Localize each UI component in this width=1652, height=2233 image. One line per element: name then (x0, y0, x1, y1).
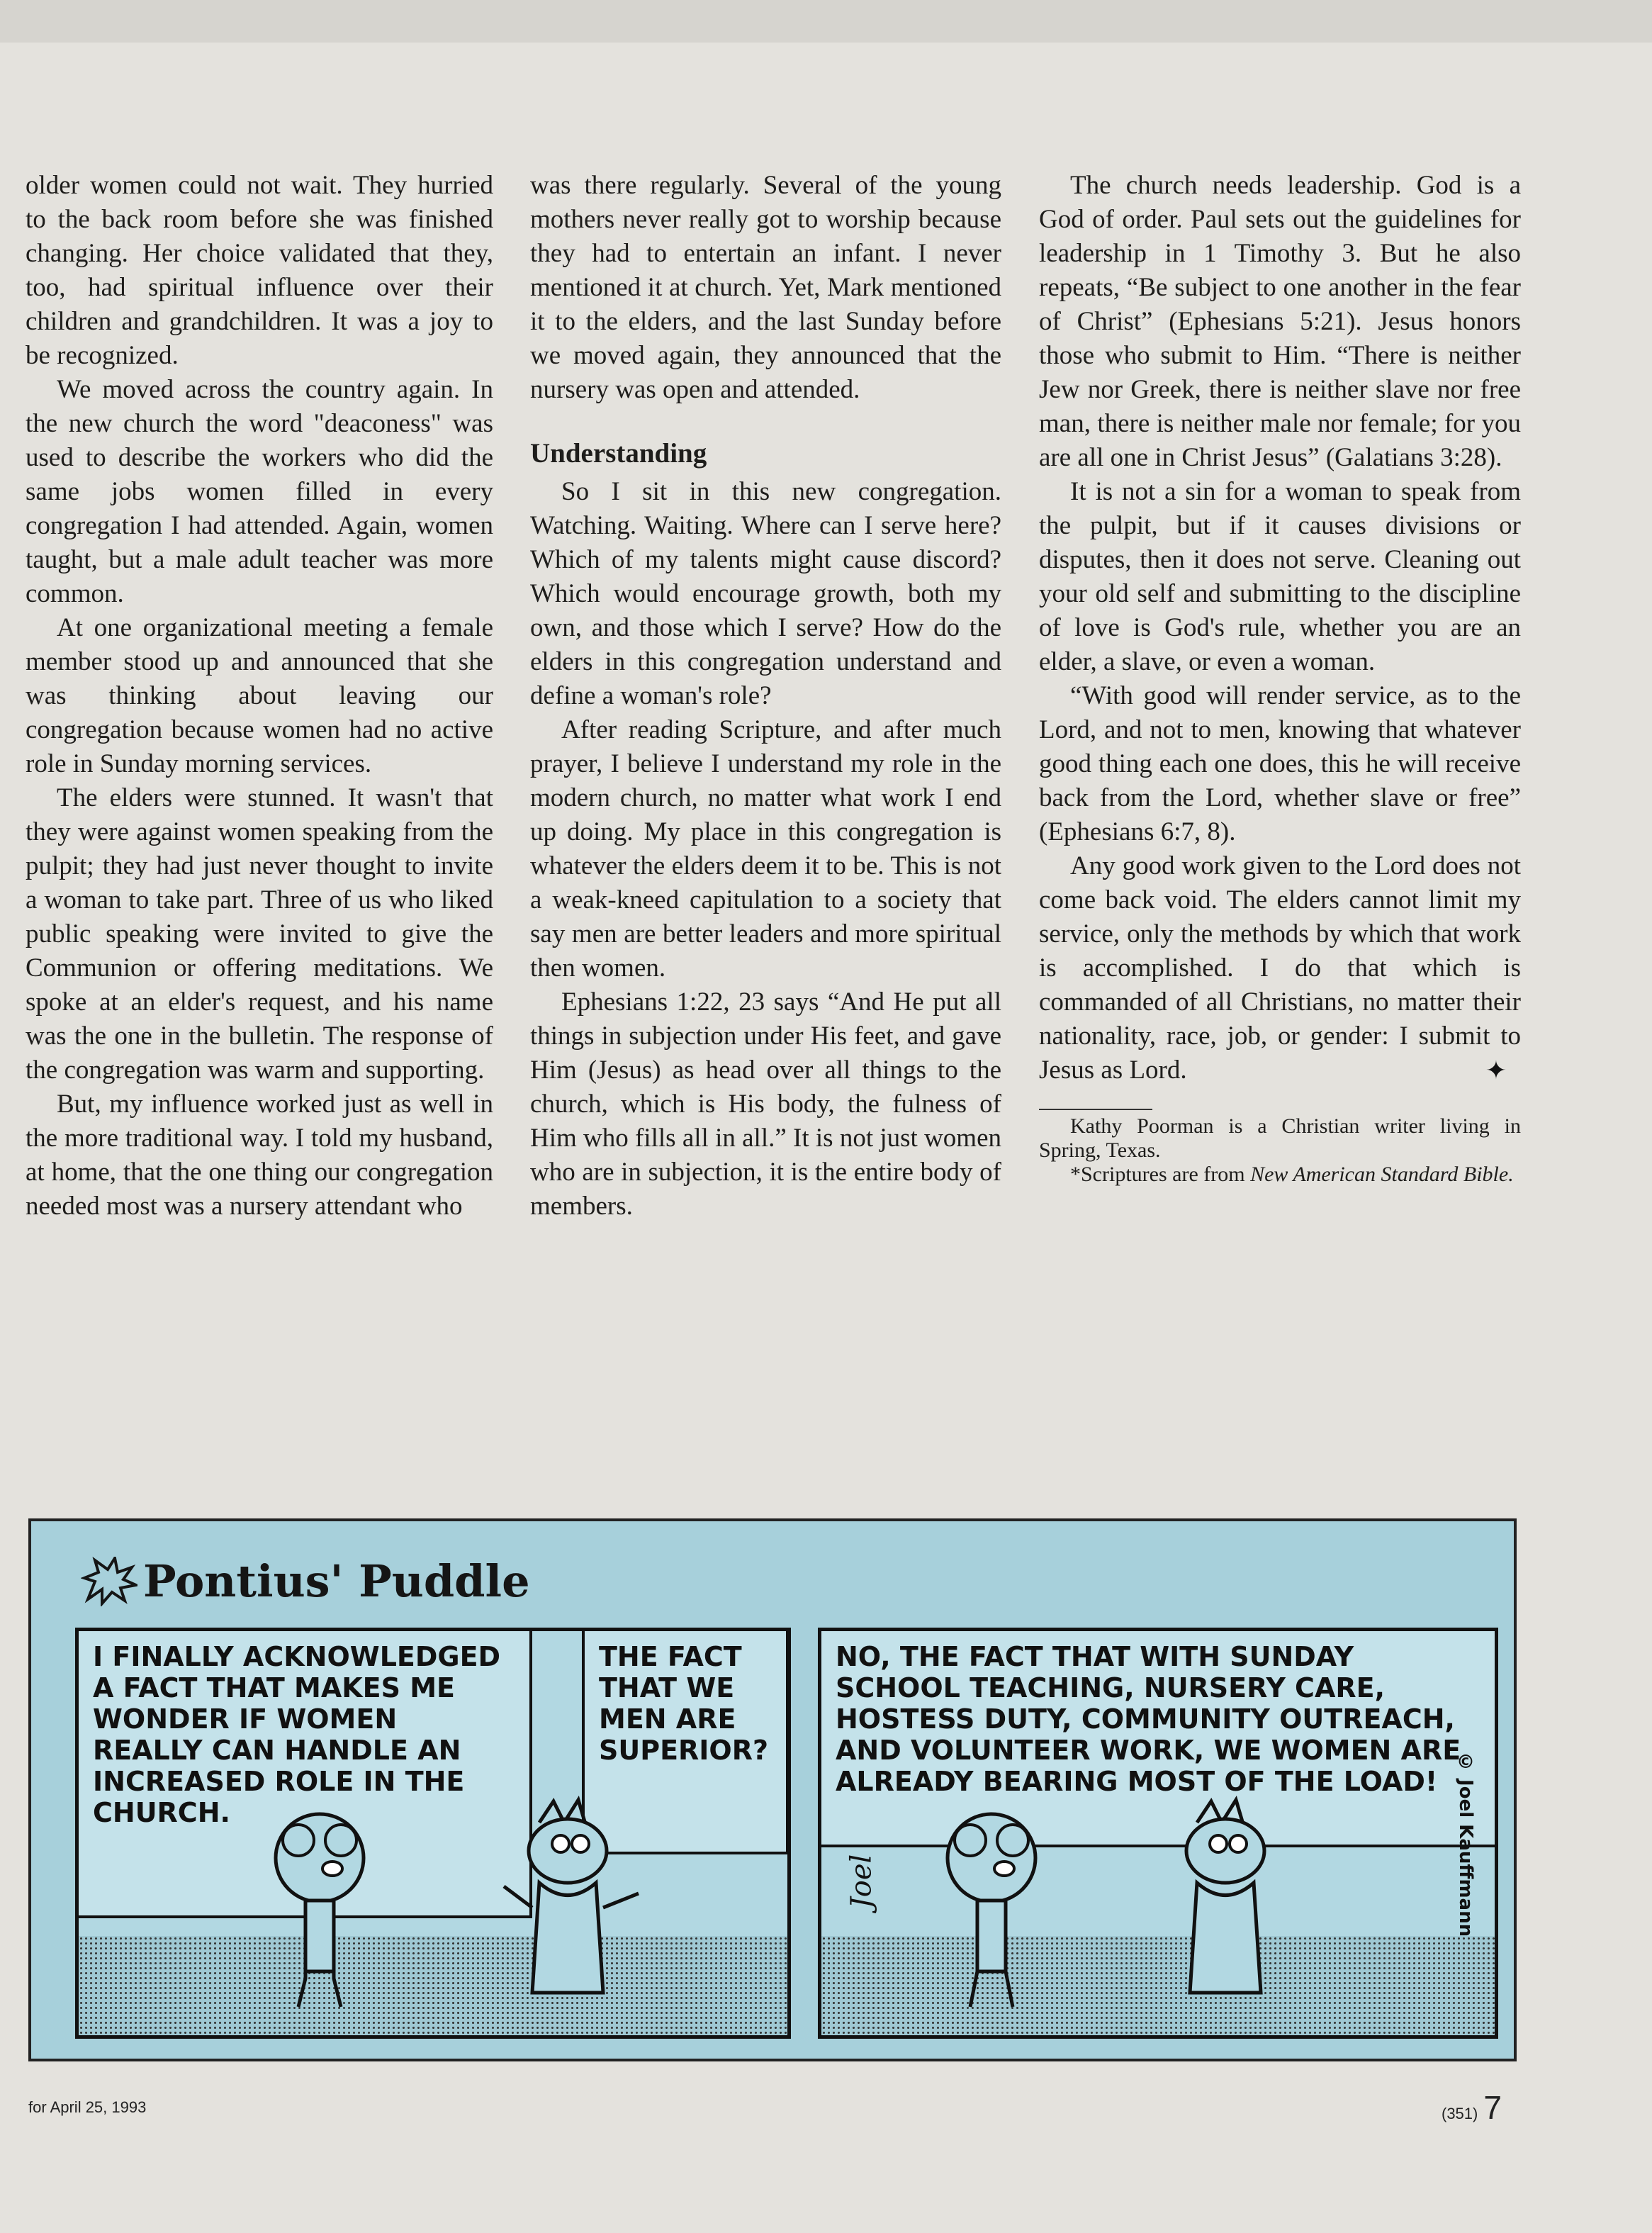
scripture-note-prefix: *Scriptures are from (1070, 1163, 1251, 1186)
comic-panel-1 (75, 1628, 791, 2039)
comic-title (81, 1555, 530, 1607)
end-mark-icon: ✦ (1485, 1056, 1507, 1085)
paragraph: But, my influence worked just as well in the more traditional way. I told my husband, at home, that the one thing our congregation needed most was a nursery attendant who (26, 1090, 493, 1221)
comic-panel-2 (818, 1628, 1498, 2039)
paragraph: So I sit in this new congregation. Watching. Waiting. Where can I serve here? Which of my talents might cause discord? Which would encourage growth, both my own, and those which I serve? How do the elders in this congregation understand and define a woman's role? (530, 477, 1001, 710)
folio-code: (351) (1442, 2105, 1478, 2122)
article-column-3 (1039, 169, 1521, 1187)
section-heading: Understanding (530, 438, 707, 469)
comic-strip (28, 1518, 1517, 2061)
paragraph: Ephesians 1:22, 23 says “And He put all things in subjection under His feet, and gave Him (Jesus) as head over all things to the church, which is His body, the fulness of Him who fills all in all.” It is not just women who are in subjection, it is the entire body of members. (530, 987, 1001, 1221)
speech-bubble-woman: I FINALLY ACKNOWLEDGED A FACT THAT MAKES ME WONDER IF WOMEN REALLY CAN HANDLE AN INCREASED ROLE IN THE CHURCH. (79, 1631, 532, 1918)
paragraph-last (1039, 849, 1521, 1087)
article-column-2 (530, 169, 1001, 1224)
paragraph: After reading Scripture, and after much prayer, I believe I understand my role in the modern church, no matter what work I end up doing. My place in this congregation is whatever the elders deem it to be. This is not a weak-kneed capitulation to a society that say men are better leaders and more spiritual then women. (530, 715, 1001, 983)
floor-shading (79, 1936, 787, 2035)
scripture-note-title: New American Standard Bible. (1250, 1163, 1514, 1186)
paragraph: was there regularly. Several of the young mothers never really got to worship because they had to entertain an infant. I never mentioned it at church. Yet, Mark mentioned it to the elders, and the last Sunday before we moved again, they announced that the nursery was open and attended. (530, 171, 1001, 404)
paragraph: The church needs leadership. God is a God of order. Paul sets out the guidelines for leadership in 1 Timothy 3. But he also repeats, “Be subject to one another in the fear of Christ” (Ephesians 5:21). Jesus honors those who submit to Him. “There is neither Jew nor Greek, there is neither slave nor free man, there is neither male nor female; for you are all one in Christ Jesus” (Galatians 3:28). (1039, 171, 1521, 472)
issue-date: for April 25, 1993 (28, 2098, 147, 2116)
speech-bubble-woman: NO, THE FACT THAT WITH SUNDAY SCHOOL TEACHING, NURSERY CARE, HOSTESS DUTY, COMMUNITY OUTREACH, AND VOLUNTEER WORK, WE WOMEN ARE ALREADY BEARING MOST OF THE LOAD! (821, 1631, 1495, 1847)
paragraph: It is not a sin for a woman to speak from the pulpit, but if it causes divisions or disputes, then it does not serve. Cleaning out your old self and submitting to the discipline of love is God's rule, whether you are an elder, a slave, or even a woman. (1039, 477, 1521, 676)
comic-title-text: Pontius' Puddle (143, 1555, 530, 1607)
scripture-note (1039, 1163, 1521, 1187)
pontius-figure (1154, 1794, 1310, 2014)
woman-figure (249, 1801, 390, 2014)
paragraph: older women could not wait. They hurried to the back room before she was finished changing. Her choice validated that they, too, had spiritual influence over their children and grandchildren. It was a joy to be recognized. (26, 171, 493, 370)
paragraph-text: Any good work given to the Lord does not come back void. The elders cannot limit my service, only the methods by which that work is accomplished. I do that which is commanded of all Christians, no matter their nationality, race, job, or gender: I submit to Jesus as Lord. (1039, 851, 1521, 1085)
splash-icon (81, 1557, 137, 1606)
paragraph: We moved across the country again. In the new church the word "deaconess" was used to describe the workers who did the same jobs women filled in every congregation I had attended. Again, women taught, but a male adult teacher was more common. (26, 375, 493, 608)
woman-figure (921, 1801, 1062, 2014)
article-column-1 (26, 169, 493, 1224)
page-folio (1442, 2088, 1502, 2127)
paragraph: “With good will render service, as to the Lord, and not to men, knowing that whatever good thing each one does, this he will receive back from the Lord, whether slave or free” (Ephesians 6:7, 8). (1039, 681, 1521, 846)
footnote-divider (1039, 1109, 1152, 1110)
copyright-credit: © Joel Kauffmann (1455, 1752, 1476, 1937)
speech-bubble-pontius: THE FACT THAT WE MEN ARE SUPERIOR? (582, 1631, 789, 1854)
pontius-figure (497, 1794, 653, 2014)
paragraph: At one organizational meeting a female member stood up and announced that she was thinking about leaving our congregation because women had no active role in Sunday morning services. (26, 613, 493, 778)
author-note: Kathy Poorman is a Christian writer living in Spring, Texas. (1039, 1114, 1521, 1162)
artist-signature: Joel (845, 1854, 878, 1909)
page-number: 7 (1483, 2089, 1502, 2126)
paragraph: The elders were stunned. It wasn't that they were against women speaking from the pulpit; they had just never thought to invite a woman to take part. Three of us who liked public speaking were invited to give the Communion or offering meditations. We spoke at an elder's request, and his name was the one in the bulletin. The response of the congregation was warm and supporting. (26, 783, 493, 1085)
